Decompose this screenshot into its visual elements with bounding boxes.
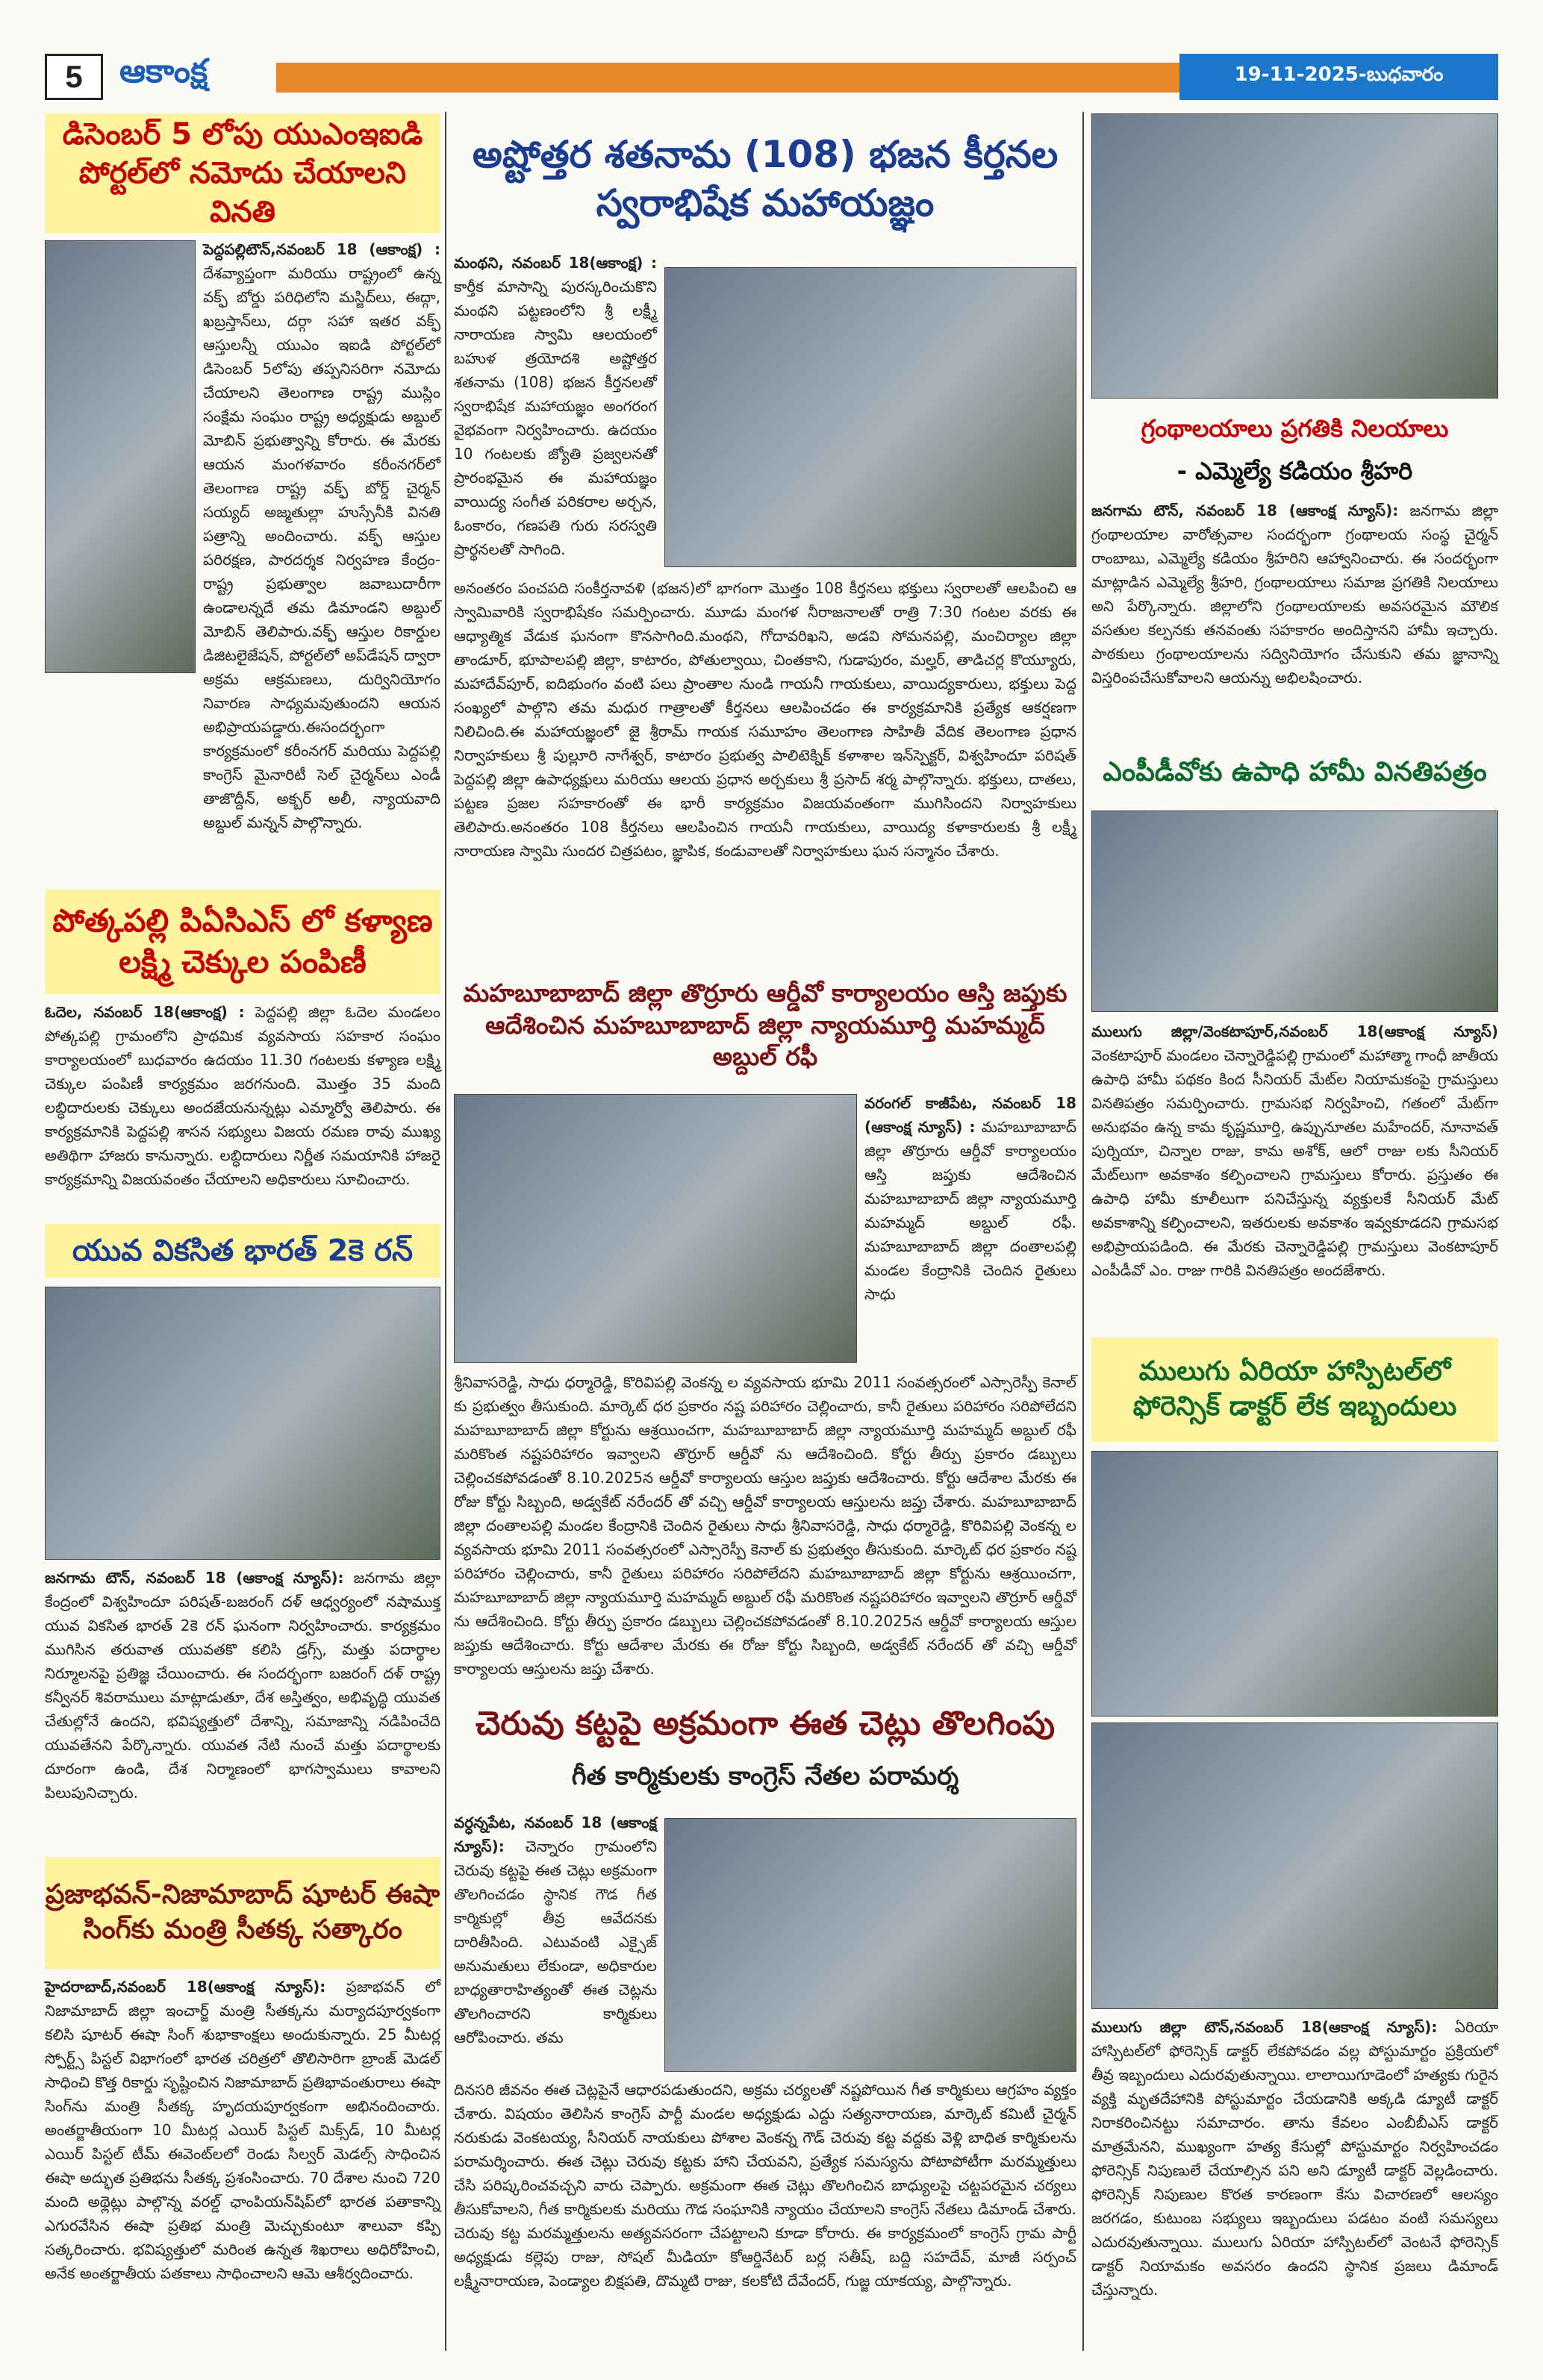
- story8-headline: గ్రంథాలయాలు ప్రగతికి నిలయాలు: [1141, 414, 1449, 443]
- story7-body-short: చెన్నారం గ్రామంలోని చెరువు కట్టపై ఈత చెట్లు అక్రమంగా తొలగించడం స్థానిక గౌడ గీత కార్మికుల్లో తీవ్ర ఆవేదనకు దారితీసింది. ఎటువంటి ఎక్సైజ్ అనుమతులు లేకుండా, అధికారుల బాధ్యతారాహిత్యంతో ఈత చెట్లను తొలగించారని కార్మికులు ఆరోపించారు. తమ: [454, 1837, 657, 2046]
- story7-dateline: వర్ధన్నపేట, నవంబర్ 18 (ఆకాంక్ష న్యూస్):: [454, 1814, 657, 1855]
- story9-body: వెంకటాపూర్ మండలం చెన్నారెడ్డిపల్లి గ్రామంలో మహాత్మా గాంధీ జాతీయ ఉపాధి హామీ పథకం కింద సీనియర్ మేట్‌ల నియామకంపై గ్రామస్తులు వినతిపత్రం సమర్పించారు. గ్రామసభ నిర్వహించి, గతంలో మేట్‌గా అనుభవం ఉన్న కామ కృష్ణమూర్తి, ఉప్పునూతల మహేందర్, నూనావత్ పుర్నియా, చిన్నాల రాజు, కామ అశోక్, ఆలో రాజు లకు సీనియర్ మేట్‌లుగా అవకాశం కల్పించాలని గ్రామస్తులు కోరారు. ప్రస్తుతం ఈ ఉపాధి హామీ కూలీలుగా పనిచేస్తున్న వ్యక్తులకే సీనియర్ మేట్ అవకాశాన్ని కల్పించాలని, ఇతరులకు అవకాశం ఇవ్వకూడదని గ్రామసభ అభిప్రాయపడింది. ఈ మేరకు చెన్నారెడ్డిపల్లి గ్రామస్తులు వెంకటాపూర్ ఎంపీడీవో ఎం. రాజు గారికి వినతిపత్రం అందజేశారు.: [1091, 1046, 1498, 1279]
- story10-photo-sign: [1091, 1722, 1498, 2009]
- story3-headline: యువ వికసిత భారత్ 2కె రన్: [45, 1224, 440, 1278]
- story5-headline: అష్టోత్తర శతనామ (108) భజన కీర్తనల స్వరాభిషేక మహాయజ్ఞం: [472, 133, 1059, 225]
- masthead-bar: [276, 63, 1179, 93]
- story4-dateline: హైదరాబాద్,నవంబర్ 18(ఆకాంక్ష న్యూస్):: [45, 1978, 326, 1996]
- story4-headline: ప్రజాభవన్-నిజామాబాద్ షూటర్ ఈషా సింగ్‌కు మంత్రి సీతక్క సత్కారం: [45, 1857, 440, 1969]
- story6-text-full: [454, 1370, 1076, 1687]
- story10-dateline: ములుగు జిల్లా టౌన్,నవంబర్ 18(ఆకాంక్ష న్యూస్):: [1091, 2018, 1438, 2036]
- issue-date: 19-11-2025-బుధవారం: [1179, 54, 1498, 100]
- story2-body: పెద్దపల్లి జిల్లా ఓదెల మండలం పోత్కపల్లి గ్రామంలోని ప్రాథమిక వ్యవసాయ సహకార సంఘం కార్యాలయంలో బుధవారం ఉదయం 11.30 గంటలకు కళ్యాణ లక్ష్మి చెక్కుల పంపిణీ కార్యక్రమం జరగనుంది. మొత్తం 35 మంది లబ్ధిదారులకు చెక్కులు అందజేయనున్నట్లు ఎమ్మార్వో తెలిపారు. ఈ కార్యక్రమానికి పెద్దపల్లి శాసన సభ్యులు విజయ రమణ రావు ముఖ్య అతిథిగా హాజరు కానున్నారు. లబ్ధిదారులు నిర్ణీత సమయానికి హాజరై కార్యక్రమాన్ని విజయవంతం చేయాలని అధికారులు సూచించారు.: [45, 1003, 441, 1188]
- story6-headline: మహబూబాబాద్ జిల్లా తొర్రూరు ఆర్డీవో కార్యాలయం ఆస్తి జప్తుకు ఆదేశించిన మహబూబాబాద్ జిల్లా న్యాయమూర్తి మహమ్మద్ అబ్దుల్ రఫీ: [463, 978, 1067, 1072]
- story3-dateline: జనగామ టౌన్, నవంబర్ 18 (ఆకాంక్ష న్యూస్):: [45, 1569, 344, 1587]
- story6-photo: [454, 1094, 857, 1363]
- story7-body: దినసరి జీవనం ఈత చెట్లపైనే ఆధారపడుతుందని, అక్రమ చర్యలతో నష్టపోయిన గీత కార్మికులు ఆగ్రహం వ్యక్తం చేశారు. విషయం తెలిసిన కాంగ్రెస్ పార్టీ మండల అధ్యక్షుడు ఎద్దు సత్యనారాయణ, మార్కెట్ కమిటీ చైర్మన్ నరుకుడు వెంకటయ్య, సీనియర్ నాయకులు పోశాల వెంకన్న గౌడ్ చెరువు కట్ట వద్దకు వెళ్లి బాధిత కార్మికులను పరామర్శించారు. ఈత చెట్లు చెరువు కట్టకు హాని చేయవని, ప్రత్యేక సమస్యను పోటాపోటీగా మరమ్మత్తులు చేసి పరిష్కరించవచ్చని వారు చెప్పారు. అక్రమంగా ఈత చెట్లు తొలగించిన బాధ్యులపై చట్టపరమైన చర్యలు తీసుకోవాలని, గీత కార్మికులకు మరియు గౌడ సంఘానికి న్యాయం చేయాలని కాంగ్రెస్ నేతలు డిమాండ్ చేశారు. చెరువు కట్ట మరమ్మత్తులను అత్యవసరంగా చేపట్టాలని కూడా కోరారు. ఈ కార్యక్రమంలో కాంగ్రెస్ గ్రామ పార్టీ అధ్యక్షుడు కల్లెపు రాజు, సోషల్ మీడియా కోఆర్డినేటర్ బర్ల సతీష్, బద్ది సహదేవ్, మాజీ సర్పంచ్ లక్ష్మీనారాయణ, పెండ్యాల బిక్షపతి, దొమ్మటి రాజు, కలకోటి దేవేందర్, గుజ్జ యాకయ్య, పాల్గొన్నారు.: [454, 2081, 1076, 2290]
- story5-text-full: [454, 576, 1076, 960]
- story4-body: ప్రజాభవన్ లో నిజామాబాద్ జిల్లా ఇంచార్జ్ మంత్రి సీతక్కను మర్యాదపూర్వకంగా కలిసి షూటర్ ఈషా సింగ్ శుభాకాంక్షలు అందుకున్నారు. 25 మీటర్ల స్పోర్ట్స్ పిస్టల్ విభాగంలో భారత చరిత్రలో తొలిసారిగా బ్రాంజ్ మెడల్ సాధించి కొత్త రికార్డు సృష్టించిన నిజామాబాద్ ప్రతిభావంతురాలు ఈషా సింగ్‌ను మంత్రి సీతక్క హృదయపూర్వకంగా అభినందించారు. అంతర్జాతీయంగా 10 మీటర్ల ఎయిర్ పిస్టల్ మిక్స్‌డ్, 10 మీటర్ల ఎయిర్ పిస్టల్ టీమ్ ఈవెంట్‌లలో రెండు సిల్వర్ మెడల్స్ సాధించిన ఈషా అద్భుత ప్రతిభను సీతక్క ప్రశంసించారు. 70 దేశాల నుంచి 720 మంది అథ్లెట్లు పాల్గొన్న వరల్డ్ ఛాంపియన్‌షిప్‌లో భారత పతాకాన్ని ఎగురవేసిన ఈషా ప్రతిభ మంత్రి మెచ్చుకుంటూ శాలువా కప్పి సత్కరించారు. భవిష్యత్తులో మరింత ఉన్నత శిఖరాలు అధిరోహించి, అనేక అంతర్జాతీయ పతకాలు సాధించాలని ఆమె ఆశీర్వదించారు.: [45, 1978, 440, 2282]
- story5-body: అనంతరం పంచపది సంకీర్తనావళి (భజన)లో భాగంగా మొత్తం 108 కీర్తనలు భక్తులు స్వరాలతో ఆలపించి ఆ స్వామివారికి స్వరాభిషేకం సమర్పించారు. మూడు మంగళ నీరాజనాలతో రాత్రి 7:30 గంటల వరకు ఈ ఆధ్యాత్మిక వేడుక ఘనంగా కొనసాగింది.మంథని, గోదావరిఖని, అడవి సోమనపల్లి, మంచిర్యాల జిల్లా తాండూర్, భూపాలపల్లి జిల్లా, కాటారం, పోతుల్వాయి, చింతకాని, గుడాపురం, మల్హర్, తాడిచర్ల కొయ్యూరు, మహాదేవ్‌పూర్, ఐదిభుంగం వంటి పలు ప్రాంతాల నుండి గాయనీ గాయకులు, వాయిద్యకారులు, భక్తులు పెద్ద సంఖ్యలో పాల్గొని తమ మధుర గాత్రాలతో కీర్తనలు ఆలపించడం ఈ కార్యక్రమానికి ప్రత్యేక ఆకర్షణగా నిలిచింది.ఈ మహాయజ్ఞంలో జై శ్రీరామ్ గాయక సమూహం తెలంగాణ సాహితీ వేదిక తెలంగాణ ప్రధాన నిర్వాహకులు శ్రీ పుల్లూరి నాగేశ్వర్, కాటారం ప్రభుత్వ పాలిటెక్నిక్ కళాశాల ఇన్‌స్పెక్టర్, విశ్వహిందూ పరిషత్ పెద్దపల్లి జిల్లా ఉపాధ్యక్షులు మరియు ఆలయ ప్రధాన అర్చకులు శ్రీ ప్రసాద్ శర్మ పాల్గొన్నారు. భక్తులు, దాతలు, పట్టణ ప్రజల సహకారంతో ఈ భారీ కార్యక్రమం విజయవంతంగా ముగిసిందని నిర్వాహకులు తెలిపారు.అనంతరం 108 కీర్తనలు ఆలపించిన గాయనీ గాయకులు, వాయిద్య కళాకారులకు శ్రీ లక్ష్మీ నారాయణ స్వామి సుందర చిత్రపటం, జ్ఞాపిక, కండువాలతో నిర్వాహకులు ఘన సన్మానం చేశారు.: [454, 579, 1076, 860]
- story2-text: [45, 1000, 440, 1216]
- story7-headline: చెరువు కట్టపై అక్రమంగా ఈత చెట్లు తొలగింపు: [475, 1705, 1056, 1743]
- story1-headline: డిసెంబర్ 5 లోపు యుఎంఇఐడి పోర్టల్‌లో నమోదు చేయాలని వినతి: [45, 113, 440, 233]
- story1-dateline: పెద్దపల్లిటౌన్,నవంబర్ 18 (ఆకాంక్ష) :: [203, 240, 440, 258]
- story6-dateline: వరంగల్ కాజీపేట, నవంబర్ 18 (ఆకాంక్ష న్యూస్) :: [864, 1094, 1076, 1136]
- column-divider: [1082, 112, 1084, 2351]
- story5-photo: [664, 267, 1076, 567]
- story8-body: జనగామ జిల్లా గ్రంథాలయాల వారోత్సవాల సందర్భంగా గ్రంథాలయ సంస్థ చైర్మన్ రాంబాబు, ఎమ్మెల్యే కడియం శ్రీహరిని ఆహ్వానించారు. ఈ సందర్భంగా మాట్లాడిన ఎమ్మెల్యే శ్రీహరి, గ్రంథాలయాలు సమాజ ప్రగతికి నిలయాలు అని పేర్కొన్నారు. జిల్లాలోని గ్రంథాలయాలకు అవసరమైన మౌలిక వసతుల కల్పనకు తనవంతు సహకారం అందిస్తానని హామీ ఇచ్చారు. పాఠకులు గ్రంథాలయాలను సద్వినియోగం చేసుకుని తమ జ్ఞానాన్ని విస్తరింపచేసుకోవాలని ఆయన్ను అభిలషించారు.: [1091, 502, 1499, 687]
- story7-text-column: [454, 1811, 657, 2073]
- story7-text-full: [454, 2078, 1076, 2364]
- story1-text-column: [203, 237, 440, 831]
- story3-photo: [45, 1287, 440, 1560]
- story1-body: దేశవ్యాప్తంగా మరియు రాష్ట్రంలో ఉన్న వక్ఫ్ బోర్డు పరిధిలోని మస్జిద్‌లు, ఈద్గా, ఖబ్రస్తాన్‌లు, దర్గా సహా ఇతర వక్ఫ్ ఆస్తులన్నీ యుఎం ఇఐడి పోర్టల్‌లో డిసెంబర్ 5లోపు తప్పనిసరిగా నమోదు చేయాలని తెలంగాణ రాష్ట్ర ముస్లిం సంక్షేమ సంఘం రాష్ట్ర అధ్యక్షుడు అబ్దుల్ మోబిన్ ప్రభుత్వాన్ని కోరారు. ఈ మేరకు ఆయన మంగళవారం కరీంనగర్‌లో తెలంగాణ రాష్ట్ర వక్ఫ్ బోర్డ్ చైర్మన్ సయ్యద్ అజ్మతుల్లా హుస్సేనీకి వినతి పత్రాన్ని అందించారు. వక్ఫ్ ఆస్తుల పరిరక్షణ, పారదర్శక నిర్వహణ కేంద్రం-రాష్ట్ర ప్రభుత్వాల జవాబుదారీగా ఉండాలన్నదే తమ డిమాండని అబ్దుల్ మోబిన్ తెలిపారు.వక్ఫ్ ఆస్తుల రికార్డుల డిజిటలైజేషన్, పోర్టల్‌లో అప్‌డేషన్ ద్వారా అక్రమ ఆక్రమణలు, దుర్వినియోగం నివారణ సాధ్యమవుతుందని ఆయన అభిప్రాయపడ్డారు.ఈసందర్భంగా కార్యక్రమంలో కరీంనగర్ మరియు పెద్దపల్లి కాంగ్రెస్ మైనారిటీ సెల్ చైర్మన్‌లు ఎండీ తాజొద్దీన్, అక్బర్ అలీ, న్యాయవాది అబ్దుల్ మన్నన్ పాల్గొన్నారు.: [203, 264, 440, 831]
- story10-body: ఏరియా హాస్పిటల్‌లో ఫోరెన్సిక్ డాక్టర్ లేకపోవడం వల్ల పోస్టుమార్టం ప్రక్రియలో తీవ్ర ఇబ్బందులు ఎదురవుతున్నాయి. లాలాయిగూడెంలో హత్యకు గురైన వ్యక్తి మృతదేహానికి పోస్టుమార్టం చేయడానికి అక్కడి డ్యూటీ డాక్టర్ నిరాకరించినట్టు సమాచారం. తాను కేవలం ఎంబీబీఎస్ డాక్టర్ మాత్రమేనని, ముఖ్యంగా హత్య కేసుల్లో పోస్టుమార్టం నిర్వహించడం ఫోరెన్సిక్ నిపుణులే చేయాల్సిన పని అని డ్యూటీ డాక్టర్ వెల్లడించారు. ఫోరెన్సిక్ నిపుణుల కొరత కారణంగా కేసు విచారణలో ఆలస్యం జరగడం, కుటుంబ సభ్యులు ఇబ్బందులు పడటం వంటి సమస్యలు ఎదురవుతున్నాయి. ములుగు ఏరియా హాస్పిటల్‌లో వెంటనే ఫోరెన్సిక్ డాక్టర్ నియామకం అవసరం ఉందని స్థానిక ప్రజలు డిమాండ్ చేస్తున్నారు.: [1091, 2018, 1498, 2299]
- story8-subheadline: - ఎమ్మెల్యే కడియం శ్రీహరి: [1176, 457, 1413, 485]
- newspaper-logo: ఆకాంక్ష: [119, 52, 208, 90]
- story5-text-column: [454, 251, 657, 572]
- story9-photo: [1091, 810, 1498, 1012]
- story6-text-column: [864, 1091, 1076, 1366]
- story3-body: జనగామ జిల్లా కేంద్రంలో విశ్వహిందూ పరిషత్-బజరంగ్ దళ్ ఆధ్వర్యంలో నషాముక్త యువ వికసిత భారత్ 2కె రన్ ఘనంగా నిర్వహించారు. కార్యక్రమం ముగిసిన తరువాత యువతకొ కలిసి డ్రగ్స్, మత్తు పదార్థాల నిర్మూలనపై ప్రతిజ్ఞ చేయించారు. ఈ సందర్భంగా బజరంగ్ దళ్ రాష్ట్ర కన్వీనర్ శివరాములు మాట్లాడుతూ, దేశ అస్తిత్వం, అభివృద్ధి యువత చేతుల్లోనే ఉందని, భవిష్యత్తులో దేశాన్ని, సమాజాన్ని నడిపించేది యువతేనని పేర్కొన్నారు. యువత నేటి నుంచే మత్తు పదార్థాలకు దూరంగా ఉండి, దేశ నిర్మాణంలో భాగస్వాములు కావాలని పిలుపునిచ్చారు.: [45, 1569, 441, 1802]
- story2-headline: పోత్కపల్లి పిఏసిఎస్ లో కళ్యాణ లక్ష్మి చెక్కుల పంపిణీ: [45, 890, 440, 994]
- story10-headline: ములుగు ఏరియా హాస్పిటల్‌లో ఫోరెన్సిక్ డాక్టర్ లేక ఇబ్బందులు: [1091, 1337, 1498, 1442]
- story8-dateline: జనగామ టౌన్, నవంబర్ 18 (ఆకాంక్ష న్యూస్):: [1091, 502, 1399, 519]
- story2-dateline: ఓదెల, నవంబర్ 18(ఆకాంక్ష) :: [45, 1003, 245, 1021]
- story5-body-short: కార్తీక మాసాన్ని పురస్కరించుకొని మంథని పట్టణంలోని శ్రీ లక్ష్మీ నారాయణ స్వామి ఆలయంలో బహుళ త్రయోదశి అష్టోత్తర శతనామ (108) భజన కీర్తనలతో స్వరాభిషేక మహాయజ్ఞం అంగరంగ వైభవంగా నిర్వహించారు. ఉదయం 10 గంటలకు జ్యోతి ప్రజ్వలనతో ప్రారంభమైన ఈ మహాయజ్ఞం వాయిద్య సంగీత పరికరాల అర్చన, ఓంకారం, గణపతి గురు సరస్వతి ప్రార్థనలతో సాగింది.: [454, 278, 657, 558]
- column-divider: [445, 112, 446, 2351]
- story7-subheadline: గీత కార్మికులకు కాంగ్రెస్ నేతల పరామర్శ: [571, 1761, 959, 1791]
- story5-dateline: మంథని, నవంబర్ 18(ఆకాంక్ష) :: [454, 254, 657, 272]
- story9-dateline: ములుగు జిల్లా/వెంకటాపూర్,నవంబర్ 18(ఆకాంక్ష న్యూస్): [1091, 1022, 1498, 1040]
- story1-photo: [45, 240, 196, 673]
- story4-text: [45, 1975, 440, 2363]
- page-number: 5: [45, 54, 103, 100]
- story7-photo: [664, 1818, 1076, 2072]
- story3-text: [45, 1566, 440, 1849]
- story9-text: [1091, 1019, 1498, 1331]
- story6-body-short: మహబూబాబాద్ జిల్లా తొర్రూరు ఆర్డీవో కార్యాలయం ఆస్తి జప్తుకు ఆదేశించిన మహబూబాబాద్ జిల్లా న్యాయమూర్తి మహమ్మద్ అబ్దుల్ రఫీ. మహబూబాబాద్ జిల్లా దంతాలపల్లి మండల కేంద్రానికి చెందిన రైతులు సాధు: [864, 1118, 1077, 1303]
- story9-headline: ఎంపీడీవోకు ఉపాధి హామీ వినతిపత్రం: [1103, 756, 1487, 787]
- story8-text: [1091, 499, 1498, 734]
- story10-photo-building: [1091, 1451, 1498, 1717]
- story10-text: [1091, 2015, 1498, 2364]
- story6-body: శ్రీనివాసరెడ్డి, సాధు ధర్మారెడ్డి, కొరివిపల్లి వెంకన్న ల వ్యవసాయ భూమి 2011 సంవత్సరంలో ఎస్సారెస్పీ కెనాల్ కు ప్రభుత్వం తీసుకుంది. మార్కెట్ ధర ప్రకారం నష్ట పరిహారం చెల్లించారు, కానీ రైతులు పరిహారం సరిపోలేదని మహబూబాబాద్ జిల్లా కోర్టును ఆశ్రయించగా, మహబూబాబాద్ జిల్లా న్యాయమూర్తి మహమ్మద్ అబ్దుల్ రఫీ మరికొంత నష్టపరిహారం ఇవ్వాలని తొర్రూర్ ఆర్డీవో ను ఆదేశించింది. కోర్టు తీర్పు ప్రకారం డబ్బులు చెల్లించకపోవడంతో 8.10.2025న ఆర్డీవో కార్యాలయ ఆస్తుల జప్తుకు ఆదేశించారు. కోర్టు ఆదేశాల మేరకు ఈ రోజు కోర్టు సిబ్బంది, అడ్వకేట్ నరేందర్ తో వచ్చి ఆర్డీవో కార్యాలయ ఆస్తులను జప్తు చేశారు. మహబూబాబాద్ జిల్లా దంతాలపల్లి మండల కేంద్రానికి చెందిన రైతులు సాధు శ్రీనివాసరెడ్డి, సాధు ధర్మారెడ్డి, కొరివిపల్లి వెంకన్న ల వ్యవసాయ భూమి 2011 సంవత్సరంలో ఎస్సారెస్పీ కెనాల్ కు ప్రభుత్వం తీసుకుంది. మార్కెట్ ధర ప్రకారం నష్ట పరిహారం చెల్లించారు, కానీ రైతులు పరిహారం సరిపోలేదని మహబూబాబాద్ జిల్లా కోర్టును ఆశ్రయించగా, మహబూబాబాద్ జిల్లా న్యాయమూర్తి మహమ్మద్ అబ్దుల్ రఫీ మరికొంత నష్టపరిహారం ఇవ్వాలని తొర్రూర్ ఆర్డీవో ను ఆదేశించింది. కోర్టు తీర్పు ప్రకారం డబ్బులు చెల్లించకపోవడంతో 8.10.2025న ఆర్డీవో కార్యాలయ ఆస్తుల జప్తుకు ఆదేశించారు. కోర్టు ఆదేశాల మేరకు ఈ రోజు కోర్టు సిబ్బంది, అడ్వకేట్ నరేందర్ తో వచ్చి ఆర్డీవో కార్యాలయ ఆస్తులను జప్తు చేశారు.: [454, 1373, 1076, 1678]
- story8-photo: [1091, 113, 1498, 399]
